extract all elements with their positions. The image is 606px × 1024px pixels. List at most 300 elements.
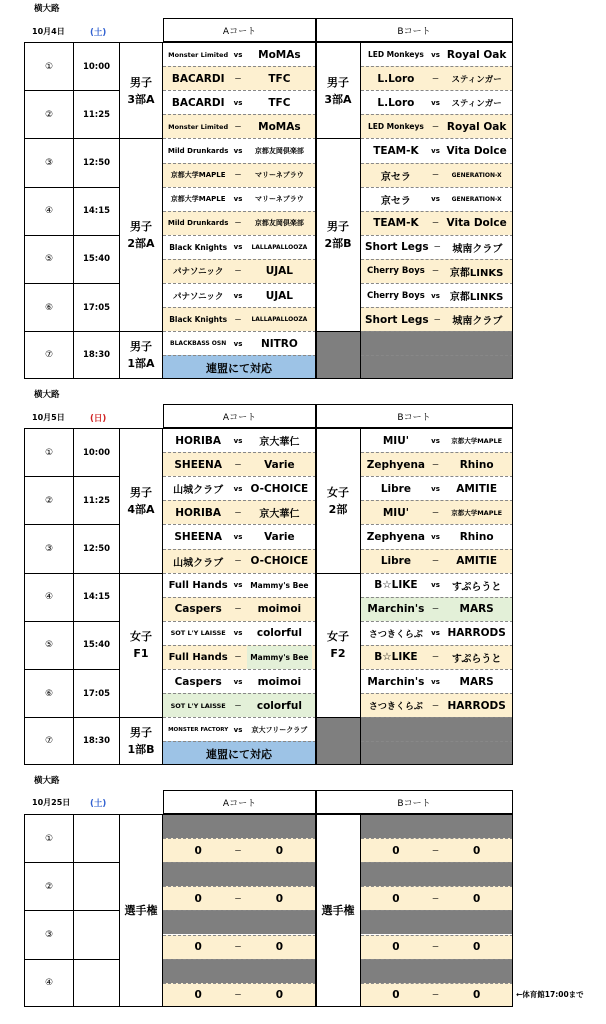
slot-number: ④ <box>24 573 74 621</box>
score-dash: － <box>234 171 242 180</box>
slot-time: 14:15 <box>74 573 120 621</box>
slot-number: ② <box>24 862 74 910</box>
score-dash: － <box>234 605 242 614</box>
vs-label: vs <box>233 725 243 734</box>
team-home: Black Knights <box>169 242 228 252</box>
slot-number: ⑦ <box>24 331 74 379</box>
team-away: 0 <box>472 941 481 954</box>
score-dash: － <box>234 943 242 952</box>
team-home: 0 <box>194 989 202 1002</box>
team-away: 京大華仁 <box>259 509 300 521</box>
court-b-match-row <box>361 187 513 211</box>
team-home: Libre <box>380 555 411 568</box>
court-b-division <box>316 331 361 379</box>
vs-label: vs <box>233 581 243 590</box>
vs-label: vs <box>233 629 243 638</box>
slot-number: ② <box>24 476 74 524</box>
score-dash: － <box>234 894 242 903</box>
team-home: Short Legs <box>365 241 429 254</box>
team-away: 0 <box>472 989 481 1002</box>
team-home: さつきくらぶ <box>368 702 423 713</box>
team-home: MONSTER FACTORY <box>168 726 229 733</box>
team-home: TEAM-K <box>373 217 419 230</box>
court-b-match-row <box>361 693 513 717</box>
team-away: TFC <box>268 96 291 109</box>
slot-time: 12:50 <box>74 138 120 186</box>
vs-label: vs <box>233 484 243 493</box>
court-a-division: 男子 1部A <box>120 331 163 379</box>
team-home: 0 <box>392 941 400 954</box>
team-away: マリーネブラウ <box>255 195 304 204</box>
team-away: UJAL <box>265 289 293 302</box>
team-home: LED Monkeys <box>367 122 424 132</box>
vs-label: vs <box>431 581 440 590</box>
team-home: L.Loro <box>377 96 415 109</box>
slot-number: ① <box>24 42 74 90</box>
court-b-match-row <box>361 886 513 910</box>
team-home: Zephyena <box>366 530 426 543</box>
court-b-match-row <box>361 235 513 259</box>
slot-number: ⑤ <box>24 621 74 669</box>
team-away: すぷらうと <box>451 653 502 665</box>
court-a-match-row <box>163 693 316 717</box>
team-away: 京都大学MAPLE <box>451 437 503 446</box>
slot-number: ⑦ <box>24 717 74 765</box>
team-away: colorful <box>256 627 302 640</box>
team-away: Royal Oak <box>446 120 507 133</box>
slot-number: ③ <box>24 524 74 572</box>
team-away: O-CHOICE <box>250 555 309 568</box>
slot-time: 11:25 <box>74 476 120 524</box>
court-b-division: 男子 3部A <box>316 42 361 138</box>
team-home: Caspers <box>174 603 222 616</box>
court-a-match-row <box>163 66 316 90</box>
vs-label: vs <box>233 98 243 107</box>
team-home: Short Legs <box>365 313 429 326</box>
court-a-match-row <box>163 621 316 645</box>
vs-label: vs <box>431 146 440 155</box>
team-away: MARS <box>459 675 494 688</box>
score-dash: － <box>432 508 440 517</box>
court-a-match-row <box>163 211 316 235</box>
vs-label: vs <box>233 677 243 686</box>
court-a-division: 男子 2部A <box>120 138 163 331</box>
court-b-match-row <box>361 669 513 693</box>
slot-number: ⑥ <box>24 283 74 331</box>
court-b-match-row <box>361 66 513 90</box>
court-a-match-row <box>163 524 316 548</box>
vs-label: vs <box>431 436 440 445</box>
court-b-division <box>316 717 361 765</box>
score-dash: － <box>433 243 441 252</box>
score-dash: － <box>234 557 242 566</box>
score-dash: － <box>432 846 440 855</box>
team-away: 京都大学MAPLE <box>451 509 503 518</box>
court-b-blocked-cell <box>361 741 513 765</box>
court-b-blocked-cell <box>361 862 513 886</box>
team-home: HORIBA <box>175 434 222 447</box>
court-a-division: 男子 1部B <box>120 717 163 765</box>
team-home: Cherry Boys <box>366 290 425 301</box>
team-away: NITRO <box>260 337 298 350</box>
slot-time: 15:40 <box>74 621 120 669</box>
court-b-match-row <box>361 645 513 669</box>
court-a-match-row <box>163 283 316 307</box>
team-away: 0 <box>275 941 284 954</box>
team-away: Mammy's Bee <box>247 646 312 669</box>
team-away: 0 <box>472 844 481 857</box>
team-away: スティンガー <box>451 98 502 109</box>
court-b-header: Bコート <box>316 790 513 814</box>
team-home: SHEENA <box>174 530 222 543</box>
team-away: Royal Oak <box>446 48 507 61</box>
court-b-division: 選手権 <box>316 814 361 1007</box>
slot-time: 15:40 <box>74 235 120 283</box>
vs-label: vs <box>431 291 440 300</box>
court-a-division: 選手権 <box>120 814 163 1007</box>
slot-time: 18:30 <box>74 331 120 379</box>
court-a-match-row <box>163 741 316 765</box>
slot-number: ① <box>24 814 74 862</box>
team-home: Monster Limited <box>168 122 229 131</box>
court-a-match-row <box>163 114 316 138</box>
team-home: 0 <box>194 844 202 857</box>
score-dash: － <box>432 653 440 662</box>
slot-number: ① <box>24 428 74 476</box>
team-home: Libre <box>380 482 411 495</box>
team-home: L.Loro <box>377 72 415 85</box>
vs-label: vs <box>233 436 243 445</box>
court-a-match-row <box>163 235 316 259</box>
court-b-match-row <box>361 283 513 307</box>
team-home: SOT L'Y LAISSE <box>170 701 226 710</box>
team-away: TFC <box>268 72 291 85</box>
court-a-match-row <box>163 355 316 379</box>
team-away: Varie <box>264 530 295 543</box>
team-away: 京都友岡倶楽部 <box>254 146 304 155</box>
score-dash: － <box>234 315 242 324</box>
team-away: Rhino <box>459 458 494 471</box>
court-a-match-row <box>163 669 316 693</box>
court-b-blocked-cell <box>361 959 513 983</box>
slot-number: ⑥ <box>24 669 74 717</box>
team-away: AMITIE <box>456 555 497 568</box>
court-b-match-row <box>361 500 513 524</box>
team-away: Vita Dolce <box>446 217 507 230</box>
team-home: Zephyena <box>366 458 426 471</box>
slot-time <box>74 910 120 958</box>
court-a-blocked-cell <box>163 814 316 838</box>
team-home: 京セラ <box>380 195 411 207</box>
team-away: 京大華仁 <box>259 437 300 449</box>
team-away: HARRODS <box>447 627 506 640</box>
court-a-match-row <box>163 42 316 66</box>
court-b-division: 女子 2部 <box>316 428 361 573</box>
team-home: Monster Limited <box>168 50 229 59</box>
slot-time <box>74 959 120 1007</box>
court-a-match-row <box>163 452 316 476</box>
court-a-match-row <box>163 645 316 669</box>
score-dash: － <box>432 894 440 903</box>
court-b-match-row <box>361 428 513 452</box>
slot-number: ③ <box>24 138 74 186</box>
court-a-match-row <box>163 138 316 162</box>
court-b-match-row <box>361 259 513 283</box>
court-b-match-row <box>361 90 513 114</box>
slot-time <box>74 862 120 910</box>
team-away: LALLAPALLOOZA <box>251 316 308 324</box>
weekday-label: (日) <box>90 414 107 424</box>
score-dash: － <box>234 701 242 710</box>
team-home: Full Hands <box>168 651 228 663</box>
court-a-header: Aコート <box>163 18 316 42</box>
score-dash: － <box>432 171 440 180</box>
team-away: MoMAs <box>258 120 301 133</box>
team-away: colorful <box>256 699 302 712</box>
team-away: 0 <box>275 844 284 857</box>
team-home: Cherry Boys <box>366 266 425 277</box>
court-b-match-row <box>361 573 513 597</box>
team-away: MARS <box>459 603 494 616</box>
team-home: 0 <box>194 892 202 905</box>
team-home: 0 <box>392 892 400 905</box>
team-away: すぷらうと <box>451 581 502 593</box>
court-a-division: 男子 3部A <box>120 42 163 138</box>
date-label: 10月5日 <box>32 413 65 422</box>
score-dash: － <box>432 267 440 276</box>
court-b-match-row <box>361 524 513 548</box>
court-b-match-row <box>361 838 513 862</box>
court-a-match-row <box>163 500 316 524</box>
team-away: Rhino <box>459 530 494 543</box>
team-home: パナソニック <box>172 267 224 278</box>
team-away: MoMAs <box>258 48 301 61</box>
score-dash: － <box>234 653 242 662</box>
team-away: 城南クラブ <box>452 243 503 255</box>
team-home: Mild Drunkards <box>167 219 229 228</box>
team-away: 0 <box>275 892 284 905</box>
team-away: 京大フリークラブ <box>251 725 308 734</box>
slot-number: ③ <box>24 910 74 958</box>
team-home: Marchin's <box>367 603 425 616</box>
team-home: MIU' <box>382 434 409 447</box>
court-a-match-row <box>163 428 316 452</box>
court-b-blocked-cell <box>361 717 513 741</box>
score-dash: － <box>234 991 242 1000</box>
court-a-match-row <box>163 935 316 959</box>
court-a-match-row <box>163 187 316 211</box>
court-a-division: 女子 F1 <box>120 573 163 718</box>
score-dash: － <box>432 219 440 228</box>
team-home: MIU' <box>382 506 409 519</box>
court-a-match-row <box>163 163 316 187</box>
slot-time: 17:05 <box>74 283 120 331</box>
score-dash: － <box>234 267 242 276</box>
score-dash: － <box>433 315 441 324</box>
court-b-match-row <box>361 597 513 621</box>
score-dash: － <box>234 460 242 469</box>
vs-label: vs <box>233 532 243 541</box>
venue-label: 横大路 <box>34 4 60 14</box>
team-away: AMITIE <box>456 482 497 495</box>
court-a-division: 男子 4部A <box>120 428 163 573</box>
score-dash: － <box>432 605 440 614</box>
court-b-blocked-cell <box>361 331 513 355</box>
court-a-blocked-cell <box>163 959 316 983</box>
court-b-match-row <box>361 452 513 476</box>
vs-label: vs <box>233 50 243 59</box>
team-home: 山城クラブ <box>173 557 224 569</box>
score-dash: － <box>432 460 440 469</box>
court-a-match-row <box>163 573 316 597</box>
court-a-blocked-cell <box>163 862 316 886</box>
team-away: Vita Dolce <box>446 144 507 157</box>
team-away: 0 <box>472 892 481 905</box>
team-home: BACARDI <box>171 96 225 109</box>
gym-closing-note: ←体育館17:00まで <box>516 989 584 999</box>
score-dash: － <box>234 219 242 228</box>
team-home: HORIBA <box>175 506 222 519</box>
team-away: moimoi <box>257 603 302 616</box>
team-away: マリーネブラウ <box>255 171 304 180</box>
court-divider <box>315 18 317 379</box>
team-home: Full Hands <box>168 579 228 591</box>
date-label: 10月25日 <box>32 798 71 807</box>
court-divider <box>315 404 317 765</box>
court-b-blocked-cell <box>361 814 513 838</box>
vs-label: vs <box>431 532 440 541</box>
court-a-match-row <box>163 331 316 355</box>
slot-time <box>74 814 120 862</box>
court-b-match-row <box>361 983 513 1007</box>
court-a-match-row <box>163 717 316 741</box>
team-home: 0 <box>194 941 202 954</box>
team-home: パナソニック <box>172 291 224 302</box>
team-home: BACARDI <box>171 72 225 85</box>
court-a-match-row <box>163 886 316 910</box>
vs-label: vs <box>233 243 243 252</box>
date-label: 10月4日 <box>32 27 65 36</box>
court-a-match-row <box>163 838 316 862</box>
team-home: SOT L'Y LAISSE <box>170 629 226 638</box>
team-away: LALLAPALLOOZA <box>251 243 308 251</box>
court-b-blocked-cell <box>361 910 513 934</box>
team-home: 京都大学MAPLE <box>170 195 226 204</box>
weekday-label: (土) <box>90 28 107 38</box>
team-away: GENERATION-X <box>451 195 502 203</box>
team-home: さつきくらぶ <box>368 629 423 640</box>
vs-label: vs <box>233 291 243 300</box>
team-home: SHEENA <box>174 458 222 471</box>
federation-note: 連盟にて対応 <box>206 361 272 375</box>
court-b-header: Bコート <box>316 404 513 428</box>
team-away: Varie <box>264 458 295 471</box>
venue-label: 横大路 <box>34 390 60 400</box>
team-away: 京都友岡倶楽部 <box>254 219 304 228</box>
court-b-match-row <box>361 935 513 959</box>
vs-label: vs <box>233 339 243 348</box>
court-a-match-row <box>163 90 316 114</box>
team-away: スティンガー <box>451 74 502 85</box>
court-a-match-row <box>163 597 316 621</box>
team-away: HARRODS <box>447 699 506 712</box>
score-dash: － <box>432 74 440 83</box>
weekday-label: (土) <box>90 799 107 809</box>
court-a-match-row <box>163 549 316 573</box>
vs-label: vs <box>431 677 440 686</box>
team-away: UJAL <box>265 265 293 278</box>
team-home: 山城クラブ <box>173 485 224 497</box>
slot-time: 14:15 <box>74 187 120 235</box>
team-away: moimoi <box>257 675 302 688</box>
team-home: BLACKBASS OSN <box>170 340 227 348</box>
team-home: B☆LIKE <box>374 651 418 664</box>
score-dash: － <box>234 508 242 517</box>
team-home: 京セラ <box>380 171 411 183</box>
court-a-match-row <box>163 476 316 500</box>
team-away: 京都LINKS <box>449 267 504 279</box>
slot-number: ② <box>24 90 74 138</box>
team-home: B☆LIKE <box>374 579 418 592</box>
team-home: Black Knights <box>169 315 228 325</box>
slot-time: 10:00 <box>74 42 120 90</box>
court-a-header: Aコート <box>163 404 316 428</box>
court-a-match-row <box>163 983 316 1007</box>
slot-number: ⑤ <box>24 235 74 283</box>
court-b-match-row <box>361 621 513 645</box>
court-b-match-row <box>361 307 513 331</box>
slot-time: 17:05 <box>74 669 120 717</box>
court-b-match-row <box>361 42 513 66</box>
team-away: 城南クラブ <box>452 316 503 328</box>
vs-label: vs <box>431 484 440 493</box>
court-b-match-row <box>361 476 513 500</box>
court-b-header: Bコート <box>316 18 513 42</box>
vs-label: vs <box>233 195 243 204</box>
slot-number: ④ <box>24 959 74 1007</box>
team-away: 0 <box>275 989 284 1002</box>
court-b-match-row <box>361 163 513 187</box>
team-home: LED Monkeys <box>367 50 424 60</box>
slot-time: 11:25 <box>74 90 120 138</box>
court-a-match-row <box>163 259 316 283</box>
court-b-match-row <box>361 138 513 162</box>
score-dash: － <box>432 943 440 952</box>
team-home: 京都大学MAPLE <box>170 171 226 180</box>
court-b-division: 女子 F2 <box>316 573 361 718</box>
vs-label: vs <box>431 629 440 638</box>
venue-label: 横大路 <box>34 776 60 786</box>
team-home: 0 <box>392 844 400 857</box>
court-b-match-row <box>361 211 513 235</box>
court-a-match-row <box>163 307 316 331</box>
team-home: Caspers <box>174 675 222 688</box>
federation-note: 連盟にて対応 <box>206 747 272 761</box>
team-away: Mammy's Bee <box>250 580 309 590</box>
slot-time: 12:50 <box>74 524 120 572</box>
team-home: Mild Drunkards <box>167 146 229 155</box>
team-away: GENERATION-X <box>451 171 502 179</box>
vs-label: vs <box>431 50 440 59</box>
court-b-division: 男子 2部B <box>316 138 361 331</box>
score-dash: － <box>432 122 440 131</box>
court-a-header: Aコート <box>163 790 316 814</box>
team-away: O-CHOICE <box>250 482 309 495</box>
team-home: TEAM-K <box>373 144 419 157</box>
score-dash: － <box>432 991 440 1000</box>
team-home: Marchin's <box>367 675 425 688</box>
vs-label: vs <box>431 195 440 204</box>
